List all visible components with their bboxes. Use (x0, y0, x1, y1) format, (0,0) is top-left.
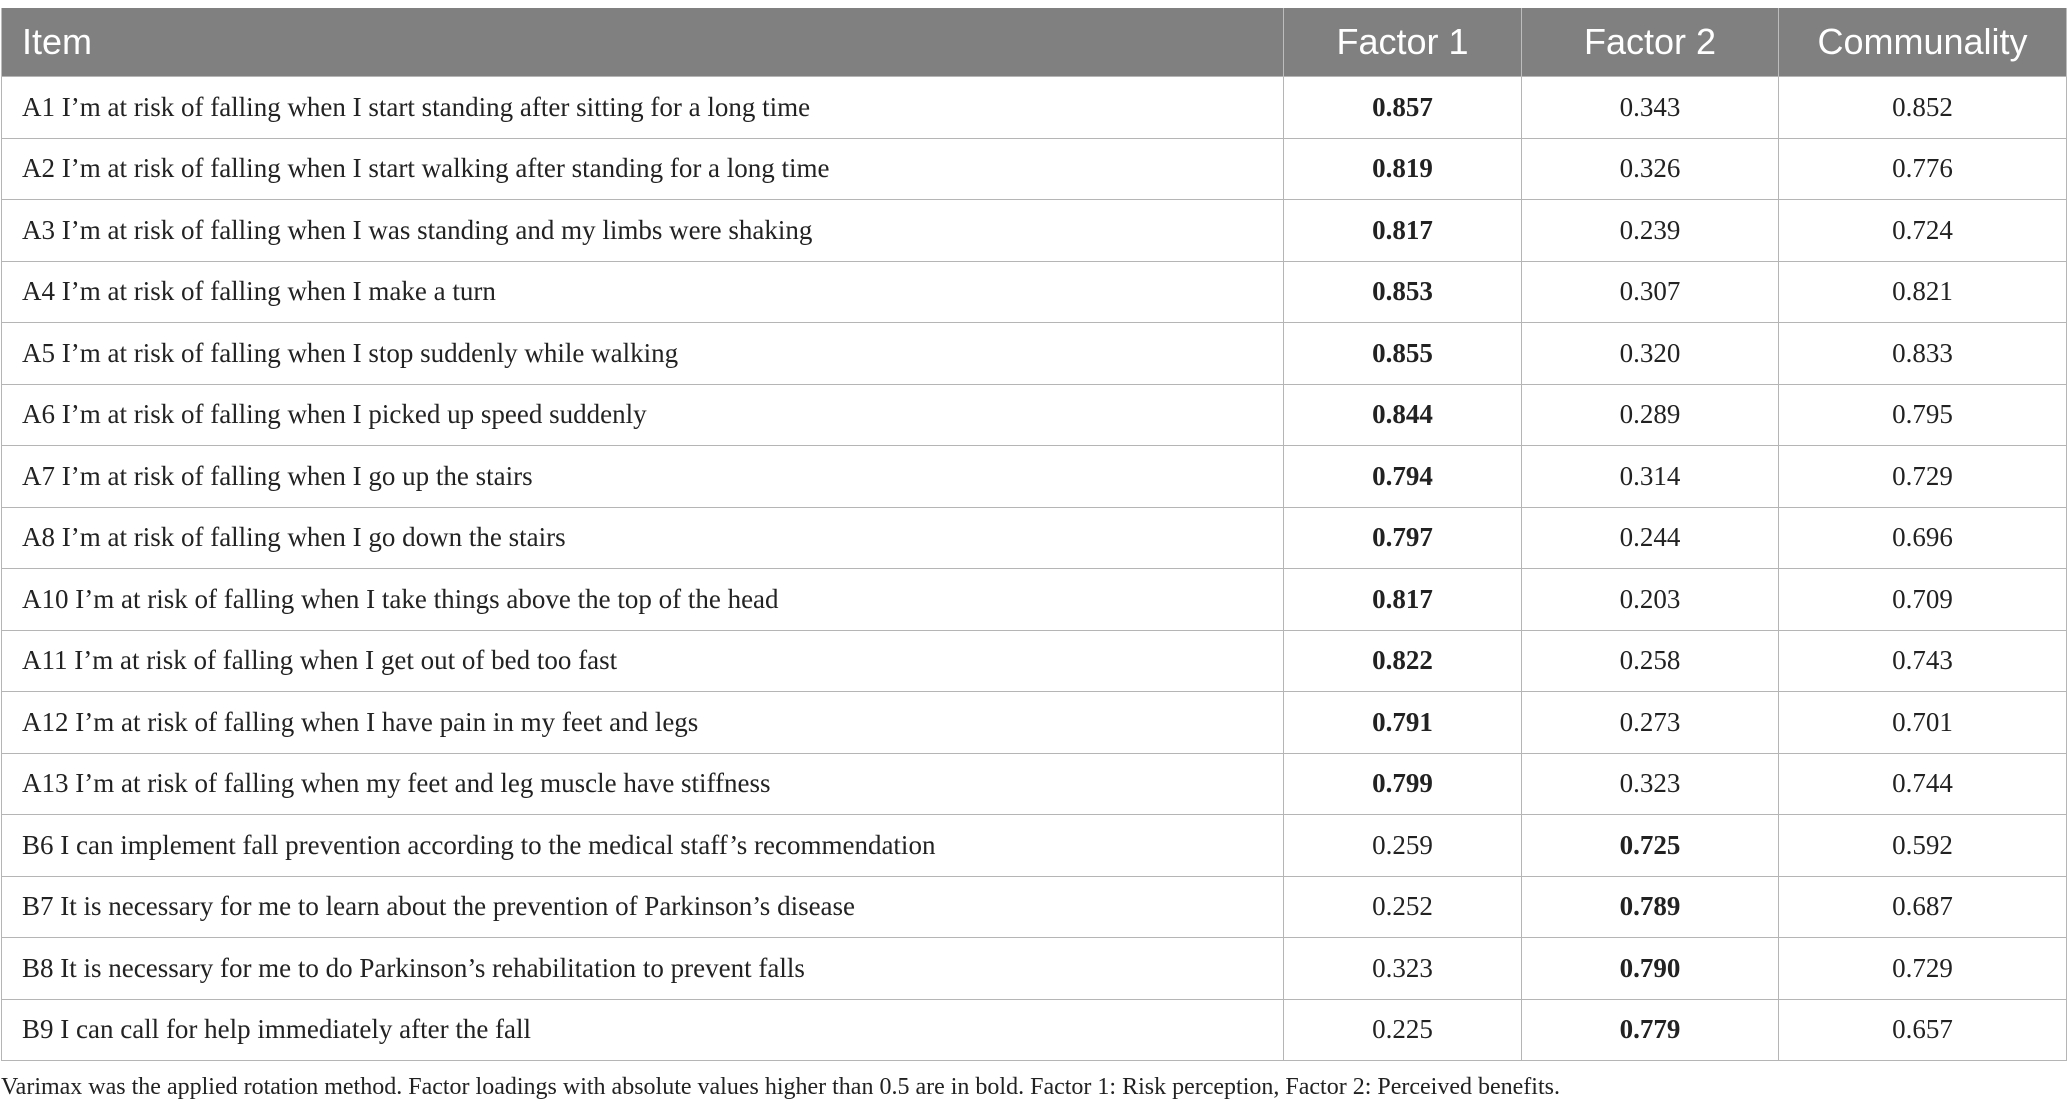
table-row (2, 138, 2067, 200)
table-row (2, 753, 2067, 815)
cell-item: A2 I’m at risk of falling when I start walking after standing for a long time (2, 138, 1284, 200)
header-factor-1: Factor 1 (1284, 8, 1522, 77)
cell-communality: 0.687 (1779, 876, 2067, 938)
cell-factor-1: 0.791 (1284, 692, 1522, 754)
factor-loadings-table (1, 8, 2067, 1061)
table-row (2, 200, 2067, 262)
cell-communality: 0.852 (1779, 77, 2067, 139)
table-row (2, 323, 2067, 385)
table-body (2, 77, 2067, 1061)
cell-factor-2: 0.725 (1522, 815, 1779, 877)
cell-item: A1 I’m at risk of falling when I start standing after sitting for a long time (2, 77, 1284, 139)
cell-factor-2: 0.326 (1522, 138, 1779, 200)
cell-item: B6 I can implement fall prevention according to the medical staff’s recommendation (2, 815, 1284, 877)
cell-item: A6 I’m at risk of falling when I picked up speed suddenly (2, 384, 1284, 446)
cell-factor-2: 0.779 (1522, 999, 1779, 1061)
cell-communality: 0.696 (1779, 507, 2067, 569)
cell-communality: 0.729 (1779, 446, 2067, 508)
cell-factor-2: 0.323 (1522, 753, 1779, 815)
cell-factor-1: 0.252 (1284, 876, 1522, 938)
cell-factor-2: 0.314 (1522, 446, 1779, 508)
cell-factor-1: 0.819 (1284, 138, 1522, 200)
cell-factor-1: 0.323 (1284, 938, 1522, 1000)
cell-item: A8 I’m at risk of falling when I go down the stairs (2, 507, 1284, 569)
factor-loadings-table-container (1, 8, 2066, 1061)
cell-factor-1: 0.853 (1284, 261, 1522, 323)
cell-factor-2: 0.320 (1522, 323, 1779, 385)
cell-item: B7 It is necessary for me to learn about the prevention of Parkinson’s disease (2, 876, 1284, 938)
cell-communality: 0.776 (1779, 138, 2067, 200)
table-row (2, 815, 2067, 877)
cell-factor-1: 0.855 (1284, 323, 1522, 385)
table-row (2, 261, 2067, 323)
cell-communality: 0.729 (1779, 938, 2067, 1000)
cell-factor-2: 0.289 (1522, 384, 1779, 446)
table-row (2, 569, 2067, 631)
table-footnote: Varimax was the applied rotation method. Factor loadings with absolute values higher than 0.5 are in bold. Factor 1: Risk perception, Factor 2: Perceived benefits. (1, 1074, 1560, 1100)
table-row (2, 630, 2067, 692)
table-row (2, 507, 2067, 569)
cell-factor-2: 0.307 (1522, 261, 1779, 323)
cell-factor-2: 0.239 (1522, 200, 1779, 262)
header-item: Item (2, 8, 1284, 77)
cell-factor-1: 0.844 (1284, 384, 1522, 446)
header-factor-2: Factor 2 (1522, 8, 1779, 77)
cell-factor-2: 0.790 (1522, 938, 1779, 1000)
cell-factor-1: 0.822 (1284, 630, 1522, 692)
cell-item: A10 I’m at risk of falling when I take things above the top of the head (2, 569, 1284, 631)
cell-item: A4 I’m at risk of falling when I make a turn (2, 261, 1284, 323)
cell-factor-2: 0.258 (1522, 630, 1779, 692)
cell-communality: 0.657 (1779, 999, 2067, 1061)
cell-factor-2: 0.203 (1522, 569, 1779, 631)
cell-communality: 0.701 (1779, 692, 2067, 754)
cell-factor-1: 0.817 (1284, 569, 1522, 631)
cell-communality: 0.833 (1779, 323, 2067, 385)
cell-communality: 0.795 (1779, 384, 2067, 446)
cell-factor-1: 0.799 (1284, 753, 1522, 815)
cell-item: A7 I’m at risk of falling when I go up the stairs (2, 446, 1284, 508)
cell-communality: 0.724 (1779, 200, 2067, 262)
cell-item: A13 I’m at risk of falling when my feet and leg muscle have stiffness (2, 753, 1284, 815)
cell-communality: 0.744 (1779, 753, 2067, 815)
cell-communality: 0.821 (1779, 261, 2067, 323)
table-row (2, 692, 2067, 754)
cell-factor-2: 0.343 (1522, 77, 1779, 139)
cell-communality: 0.743 (1779, 630, 2067, 692)
cell-factor-1: 0.225 (1284, 999, 1522, 1061)
cell-factor-1: 0.797 (1284, 507, 1522, 569)
cell-item: A3 I’m at risk of falling when I was standing and my limbs were shaking (2, 200, 1284, 262)
cell-factor-1: 0.794 (1284, 446, 1522, 508)
cell-factor-2: 0.244 (1522, 507, 1779, 569)
cell-item: B9 I can call for help immediately after the fall (2, 999, 1284, 1061)
cell-communality: 0.709 (1779, 569, 2067, 631)
header-row (2, 8, 2067, 77)
cell-item: B8 It is necessary for me to do Parkinson’s rehabilitation to prevent falls (2, 938, 1284, 1000)
table-row (2, 384, 2067, 446)
cell-factor-2: 0.789 (1522, 876, 1779, 938)
cell-communality: 0.592 (1779, 815, 2067, 877)
table-row (2, 77, 2067, 139)
cell-item: A12 I’m at risk of falling when I have pain in my feet and legs (2, 692, 1284, 754)
header-communality: Communality (1779, 8, 2067, 77)
table-row (2, 446, 2067, 508)
cell-factor-1: 0.857 (1284, 77, 1522, 139)
cell-factor-1: 0.259 (1284, 815, 1522, 877)
table-row (2, 876, 2067, 938)
cell-factor-1: 0.817 (1284, 200, 1522, 262)
table-row (2, 938, 2067, 1000)
cell-item: A5 I’m at risk of falling when I stop suddenly while walking (2, 323, 1284, 385)
cell-item: A11 I’m at risk of falling when I get out of bed too fast (2, 630, 1284, 692)
table-header (2, 8, 2067, 77)
cell-factor-2: 0.273 (1522, 692, 1779, 754)
table-row (2, 999, 2067, 1061)
